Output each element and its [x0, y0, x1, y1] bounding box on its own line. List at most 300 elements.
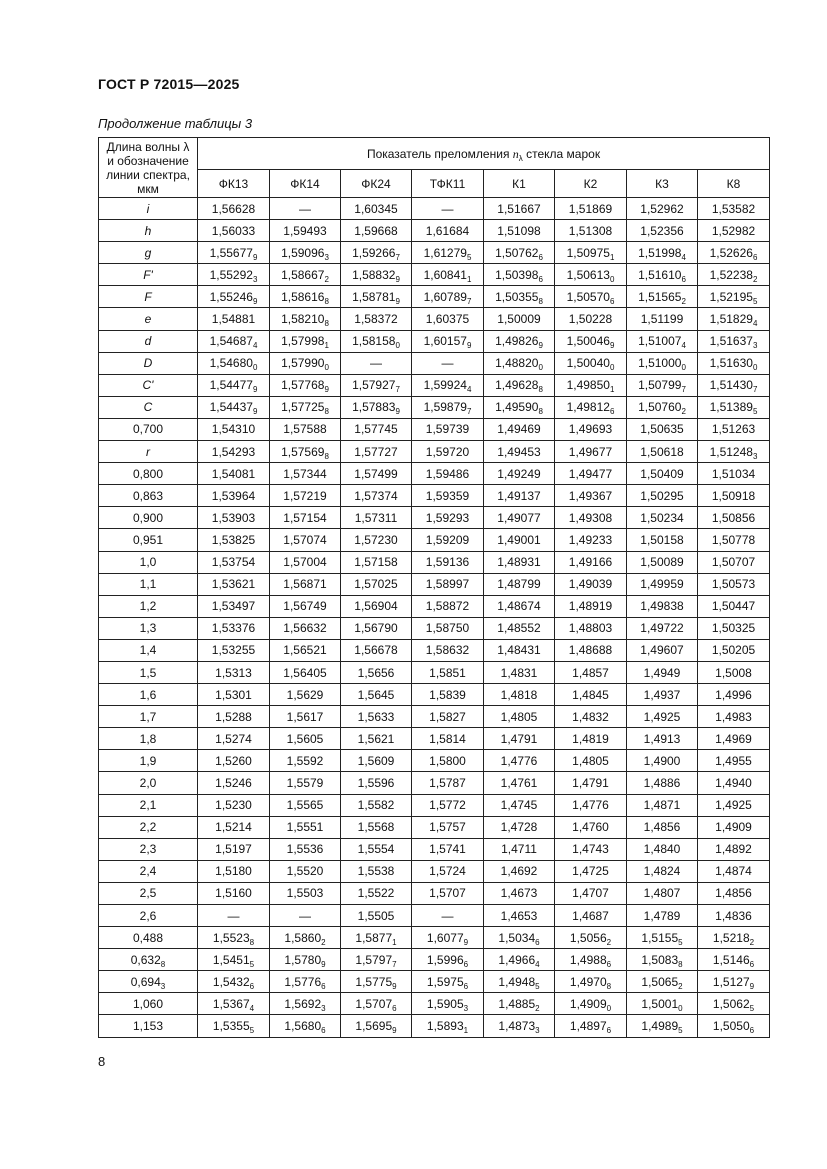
- cell-value: 0,700: [132, 422, 164, 437]
- cell-value: 1,49722: [640, 621, 684, 636]
- index-cell: [341, 198, 412, 220]
- index-cell: [555, 573, 627, 595]
- table-row: [99, 949, 770, 971]
- index-cell: [627, 684, 698, 706]
- table-row: [99, 242, 770, 264]
- index-cell: [198, 927, 270, 949]
- cell-value: 1,4900: [643, 753, 681, 768]
- cell-value: 1,5520: [286, 864, 324, 879]
- index-cell: [484, 441, 555, 463]
- cell-value: 1,58832: [352, 267, 396, 282]
- cell-value: 1,49469: [497, 422, 541, 437]
- cell-value: 1,51829: [709, 312, 753, 327]
- cell-value: 1,54680: [209, 356, 253, 371]
- cell-value: 1,5617: [286, 709, 324, 724]
- cell-value: 1,52356: [640, 223, 684, 238]
- cell-value: 0,800: [132, 466, 164, 481]
- cell-value: h: [144, 223, 152, 238]
- cell-value: 1,5214: [215, 820, 252, 835]
- cell-value: 1,5633: [357, 709, 395, 724]
- cell-value: 1,5523: [212, 930, 250, 945]
- cell-value: 1,4776: [500, 753, 538, 768]
- cell-value: 1,4871: [643, 798, 681, 813]
- cell-value: 1,4: [139, 643, 157, 658]
- index-cell: [484, 838, 555, 860]
- index-cell: [412, 684, 484, 706]
- index-cell: [198, 750, 270, 772]
- index-cell: [198, 330, 270, 352]
- cell-value-subscript: 0: [252, 363, 258, 373]
- cell-value: 1,61684: [425, 223, 470, 238]
- cell-value: 1,5775: [355, 974, 393, 989]
- cell-value: 1,4857: [572, 665, 609, 680]
- index-cell: [484, 396, 555, 418]
- index-cell: [412, 661, 484, 683]
- index-cell: [484, 949, 555, 971]
- index-cell: [198, 706, 270, 728]
- index-cell: [555, 529, 627, 551]
- cell-value-subscript: 3: [752, 451, 758, 461]
- cell-value-subscript: 4: [249, 1003, 255, 1013]
- cell-value-subscript: 3: [160, 981, 166, 991]
- cell-value: 1,2: [139, 599, 157, 614]
- cell-value-subscript: 1: [392, 937, 397, 947]
- cell-value: 1,49693: [568, 422, 613, 437]
- index-cell: [270, 286, 341, 308]
- cell-value: 1,4856: [643, 820, 681, 835]
- wavelength-cell: [99, 352, 198, 374]
- cell-value: 1,5551: [286, 820, 324, 835]
- cell-value: 1,4673: [500, 886, 538, 901]
- index-cell: [555, 661, 627, 683]
- cell-value: 1,5554: [357, 842, 395, 857]
- cell-value-subscript: 9: [466, 341, 472, 351]
- cell-value: —: [299, 201, 311, 216]
- index-cell: [270, 639, 341, 661]
- cell-value: d: [144, 334, 152, 349]
- wavelength-cell: [99, 772, 198, 794]
- cell-value: 1,50635: [640, 422, 684, 437]
- cell-value: 1,4909: [715, 820, 752, 835]
- table-row: [99, 860, 770, 882]
- cell-value: 1,153: [132, 1019, 164, 1034]
- index-cell: [412, 374, 484, 396]
- cell-value: 1,57725: [281, 400, 325, 415]
- cell-value-subscript: 6: [535, 937, 540, 947]
- index-cell: [341, 728, 412, 750]
- cell-value: 1,50918: [711, 488, 756, 503]
- index-cell: [341, 993, 412, 1015]
- index-cell: [627, 507, 698, 529]
- index-cell: [198, 993, 270, 1015]
- index-cell: [412, 264, 484, 286]
- table-row: [99, 264, 770, 286]
- cell-value-subscript: 2: [749, 937, 755, 947]
- cell-value: 1,5083: [641, 952, 679, 967]
- cell-value: 1,5680: [284, 1019, 322, 1034]
- cell-value: 1,51430: [709, 378, 753, 393]
- index-cell: [412, 860, 484, 882]
- index-cell: [627, 352, 698, 374]
- cell-value: 1,9: [139, 753, 157, 768]
- index-cell: [198, 639, 270, 661]
- index-cell: [198, 617, 270, 639]
- index-cell: [412, 816, 484, 838]
- index-cell: [412, 286, 484, 308]
- index-cell: [555, 617, 627, 639]
- index-cell: [484, 220, 555, 242]
- refractive-index-group-header: [198, 138, 770, 170]
- cell-value: 1,50975: [566, 245, 610, 260]
- index-cell: [198, 529, 270, 551]
- cell-value: e: [144, 312, 152, 327]
- wavelength-column-header: [99, 138, 198, 198]
- cell-value: 2,3: [139, 842, 157, 857]
- cell-value: 1,5050: [712, 1019, 750, 1034]
- index-cell: [270, 264, 341, 286]
- cell-value-subscript: 0: [606, 1003, 612, 1013]
- index-cell: [627, 617, 698, 639]
- cell-value: 1,50205: [711, 643, 756, 658]
- index-cell: [627, 993, 698, 1015]
- index-cell: [341, 551, 412, 573]
- cell-value: 1,49039: [568, 577, 613, 592]
- index-cell: [412, 927, 484, 949]
- table-row: [99, 286, 770, 308]
- wavelength-header-line: Длина волны λ: [106, 139, 190, 154]
- cell-value-subscript: 8: [538, 407, 543, 417]
- cell-value-subscript: 8: [324, 451, 329, 461]
- cell-value-subscript: 4: [252, 341, 258, 351]
- cell-value: 1,50778: [711, 532, 756, 547]
- index-cell: [484, 551, 555, 573]
- cell-value-subscript: 8: [324, 407, 329, 417]
- cell-value: 1,56871: [283, 577, 327, 592]
- cell-value-subscript: 2: [678, 981, 683, 991]
- index-cell: [627, 838, 698, 860]
- cell-value-subscript: 0: [395, 341, 400, 351]
- index-cell: [341, 463, 412, 485]
- index-cell: [698, 1015, 770, 1037]
- cell-value: i: [146, 201, 150, 216]
- cell-value: 1,5814: [429, 731, 466, 746]
- cell-value: 1,49677: [568, 444, 613, 459]
- table-caption: Продолжение таблицы 3: [98, 116, 253, 131]
- index-cell: [270, 860, 341, 882]
- cell-value: 1,5877: [355, 930, 393, 945]
- index-cell: [198, 573, 270, 595]
- cell-value: 0,863: [132, 488, 164, 503]
- cell-value-subscript: 9: [392, 1026, 397, 1036]
- cell-value: 1,58997: [425, 577, 470, 592]
- cell-value: —: [370, 356, 382, 371]
- cell-value: 1,50760: [638, 400, 682, 415]
- cell-value: 1,59266: [352, 245, 396, 260]
- cell-value: 1,50573: [711, 577, 756, 592]
- index-cell: [270, 485, 341, 507]
- index-cell: [484, 750, 555, 772]
- cell-value: 1,54310: [211, 422, 256, 437]
- index-cell: [198, 794, 270, 816]
- cell-value-subscript: 1: [463, 1026, 469, 1036]
- cell-value: 1,5621: [357, 731, 395, 746]
- cell-value: 2,5: [139, 886, 157, 901]
- cell-value: 1,59359: [425, 488, 470, 503]
- cell-value-subscript: 8: [249, 937, 255, 947]
- index-cell: [627, 816, 698, 838]
- cell-value: 1,57588: [283, 422, 327, 437]
- cell-value: 1,4856: [715, 886, 752, 901]
- index-cell: [484, 661, 555, 683]
- index-cell: [484, 308, 555, 330]
- cell-value-subscript: 5: [535, 981, 540, 991]
- index-cell: [555, 463, 627, 485]
- index-cell: [412, 993, 484, 1015]
- index-cell: [555, 352, 627, 374]
- cell-value: 1,49812: [566, 400, 610, 415]
- cell-value: 1,60841: [423, 267, 467, 282]
- index-cell: [627, 396, 698, 418]
- cell-value: 1,4885: [498, 996, 536, 1011]
- cell-value: 1,5629: [286, 687, 324, 702]
- cell-value: 1,5001: [641, 996, 679, 1011]
- wavelength-cell: [99, 507, 198, 529]
- index-cell: [341, 860, 412, 882]
- cell-value: 1,8: [139, 731, 157, 746]
- index-cell: [412, 573, 484, 595]
- cell-value: 1,59136: [425, 555, 470, 570]
- cell-value: 1,57745: [354, 422, 398, 437]
- cell-value-subscript: 3: [252, 274, 258, 284]
- index-cell: [555, 993, 627, 1015]
- cell-value-subscript: 6: [609, 407, 615, 417]
- table-row: [99, 308, 770, 330]
- index-cell: [270, 706, 341, 728]
- cell-value: 2,2: [139, 820, 157, 835]
- cell-value: 1,57990: [281, 356, 325, 371]
- cell-value-subscript: 9: [252, 407, 258, 417]
- index-cell: [555, 418, 627, 440]
- column-header: ФК14: [270, 170, 341, 198]
- cell-value: 1,58632: [425, 643, 470, 658]
- cell-value-subscript: 8: [160, 959, 166, 969]
- cell-value: 1,57154: [283, 510, 327, 525]
- cell-value: 1,4969: [715, 731, 752, 746]
- cell-value: 1,60157: [423, 334, 467, 349]
- cell-value: 1,5522: [357, 886, 395, 901]
- cell-value: 1,50570: [566, 289, 610, 304]
- index-cell: [198, 551, 270, 573]
- index-cell: [341, 485, 412, 507]
- index-cell: [270, 308, 341, 330]
- cell-value-subscript: 2: [752, 274, 758, 284]
- index-cell: [555, 286, 627, 308]
- wavelength-cell: [99, 286, 198, 308]
- cell-value-subscript: 5: [249, 1026, 255, 1036]
- cell-value: 1,5780: [284, 952, 322, 967]
- index-cell: [270, 949, 341, 971]
- cell-value: 1,51248: [709, 444, 753, 459]
- table-row: [99, 396, 770, 418]
- cell-value-subscript: 2: [324, 274, 329, 284]
- index-cell: [198, 684, 270, 706]
- index-cell: [698, 485, 770, 507]
- cell-value-subscript: 9: [463, 937, 469, 947]
- index-cell: [198, 772, 270, 794]
- cell-value: 1,6: [139, 687, 157, 702]
- index-cell: [627, 949, 698, 971]
- table-row: [99, 905, 770, 927]
- index-cell: [412, 551, 484, 573]
- cell-value: 1,4692: [500, 864, 538, 879]
- index-cell: [627, 573, 698, 595]
- wavelength-cell: [99, 794, 198, 816]
- cell-value: —: [441, 356, 454, 371]
- cell-value-subscript: 1: [324, 341, 329, 351]
- cell-value: 1,49477: [568, 466, 613, 481]
- cell-value: 1,50355: [495, 289, 539, 304]
- cell-value-subscript: 2: [681, 296, 686, 306]
- index-cell: [555, 971, 627, 993]
- index-cell: [627, 772, 698, 794]
- wavelength-cell: [99, 993, 198, 1015]
- index-cell: [555, 308, 627, 330]
- index-cell: [341, 573, 412, 595]
- cell-value: 1,57004: [283, 555, 327, 570]
- index-cell: [698, 441, 770, 463]
- table-row: [99, 1015, 770, 1037]
- cell-value: 1,49453: [497, 444, 541, 459]
- index-cell: [698, 971, 770, 993]
- cell-value: 1,5975: [426, 974, 464, 989]
- cell-value: 1,5707: [429, 886, 466, 901]
- cell-value-subscript: 0: [609, 274, 615, 284]
- index-cell: [412, 728, 484, 750]
- index-cell: [198, 220, 270, 242]
- index-cell: [198, 860, 270, 882]
- index-cell: [484, 198, 555, 220]
- cell-value: 1,5772: [429, 798, 466, 813]
- cell-value: 1,5260: [215, 753, 252, 768]
- index-cell: [270, 396, 341, 418]
- index-cell: [270, 529, 341, 551]
- cell-value: 1,5609: [357, 753, 395, 768]
- cell-value: 1,53621: [211, 577, 256, 592]
- document-code: ГОСТ Р 72015—2025: [98, 76, 240, 92]
- index-cell: [484, 882, 555, 904]
- cell-value: 1,49249: [497, 466, 541, 481]
- cell-value: 1,52982: [711, 223, 756, 238]
- wavelength-cell: [99, 949, 198, 971]
- cell-value: 1,7: [139, 709, 157, 724]
- wavelength-cell: [99, 617, 198, 639]
- cell-value-subscript: 4: [752, 319, 758, 329]
- table-row: [99, 573, 770, 595]
- index-cell: [198, 286, 270, 308]
- cell-value-subscript: 6: [752, 252, 758, 262]
- index-cell: [341, 882, 412, 904]
- index-cell: [341, 529, 412, 551]
- cell-value-subscript: 6: [249, 981, 255, 991]
- cell-value-subscript: 4: [535, 959, 540, 969]
- cell-value: 1,55677: [209, 245, 253, 260]
- cell-value: 1,5146: [712, 952, 750, 967]
- index-cell: [555, 374, 627, 396]
- index-cell: [412, 396, 484, 418]
- cell-value: 1,48803: [568, 621, 613, 636]
- index-cell: [627, 971, 698, 993]
- cell-value: 1,5288: [215, 709, 252, 724]
- cell-value: 2,4: [139, 864, 157, 879]
- cell-value: 1,51199: [640, 312, 684, 327]
- index-cell: [698, 816, 770, 838]
- cell-value: 1,4845: [572, 687, 609, 702]
- cell-value-subscript: 6: [463, 959, 469, 969]
- index-cell: [198, 882, 270, 904]
- index-cell: [270, 374, 341, 396]
- cell-value: 1,5503: [286, 886, 324, 901]
- index-cell: [341, 441, 412, 463]
- index-cell: [698, 993, 770, 1015]
- cell-value: 1,49607: [640, 643, 684, 658]
- cell-value: 1,5056: [569, 930, 607, 945]
- cell-value-subscript: 0: [538, 363, 543, 373]
- cell-value: 1,5197: [215, 842, 252, 857]
- index-cell: [698, 772, 770, 794]
- cell-value: 1,5827: [429, 709, 466, 724]
- cell-value-subscript: 4: [466, 385, 472, 395]
- cell-value-subscript: 6: [321, 1026, 326, 1036]
- index-cell: [555, 441, 627, 463]
- cell-value: 1,51630: [709, 356, 753, 371]
- cell-value: 1,59739: [425, 422, 470, 437]
- cell-value: 1,51998: [638, 245, 682, 260]
- cell-value: 1,4909: [569, 996, 607, 1011]
- cell-value: 1,58616: [281, 289, 325, 304]
- index-cell: [627, 706, 698, 728]
- cell-value: 1,51610: [638, 267, 682, 282]
- cell-value: 1,49850: [566, 378, 610, 393]
- cell-value: 1,50707: [711, 555, 756, 570]
- cell-value-subscript: 3: [321, 1003, 326, 1013]
- cell-value: 1,57998: [281, 334, 325, 349]
- index-cell: [341, 418, 412, 440]
- index-cell: [270, 1015, 341, 1037]
- cell-value: 1,5: [139, 665, 157, 680]
- cell-value-subscript: 6: [749, 959, 755, 969]
- index-cell: [627, 595, 698, 617]
- group-header-prefix: Показатель преломления: [366, 146, 513, 161]
- index-cell: [555, 860, 627, 882]
- cell-value: 1,56678: [354, 643, 398, 658]
- cell-value-subscript: 4: [681, 252, 686, 262]
- cell-value: 1,54881: [211, 312, 256, 327]
- cell-value: 1,5160: [215, 886, 252, 901]
- cell-value: 1,54687: [209, 334, 253, 349]
- cell-value: 0,900: [132, 510, 164, 525]
- cell-value: 1,4925: [643, 709, 681, 724]
- table-row: [99, 882, 770, 904]
- index-cell: [341, 286, 412, 308]
- index-cell: [341, 971, 412, 993]
- cell-value-subscript: 8: [678, 959, 683, 969]
- cell-value: 1,5592: [286, 753, 324, 768]
- cell-value: 1,4955: [715, 753, 752, 768]
- cell-value-subscript: 2: [535, 1003, 540, 1013]
- index-cell: [270, 330, 341, 352]
- index-cell: [698, 529, 770, 551]
- cell-value: 1,5893: [426, 1019, 464, 1034]
